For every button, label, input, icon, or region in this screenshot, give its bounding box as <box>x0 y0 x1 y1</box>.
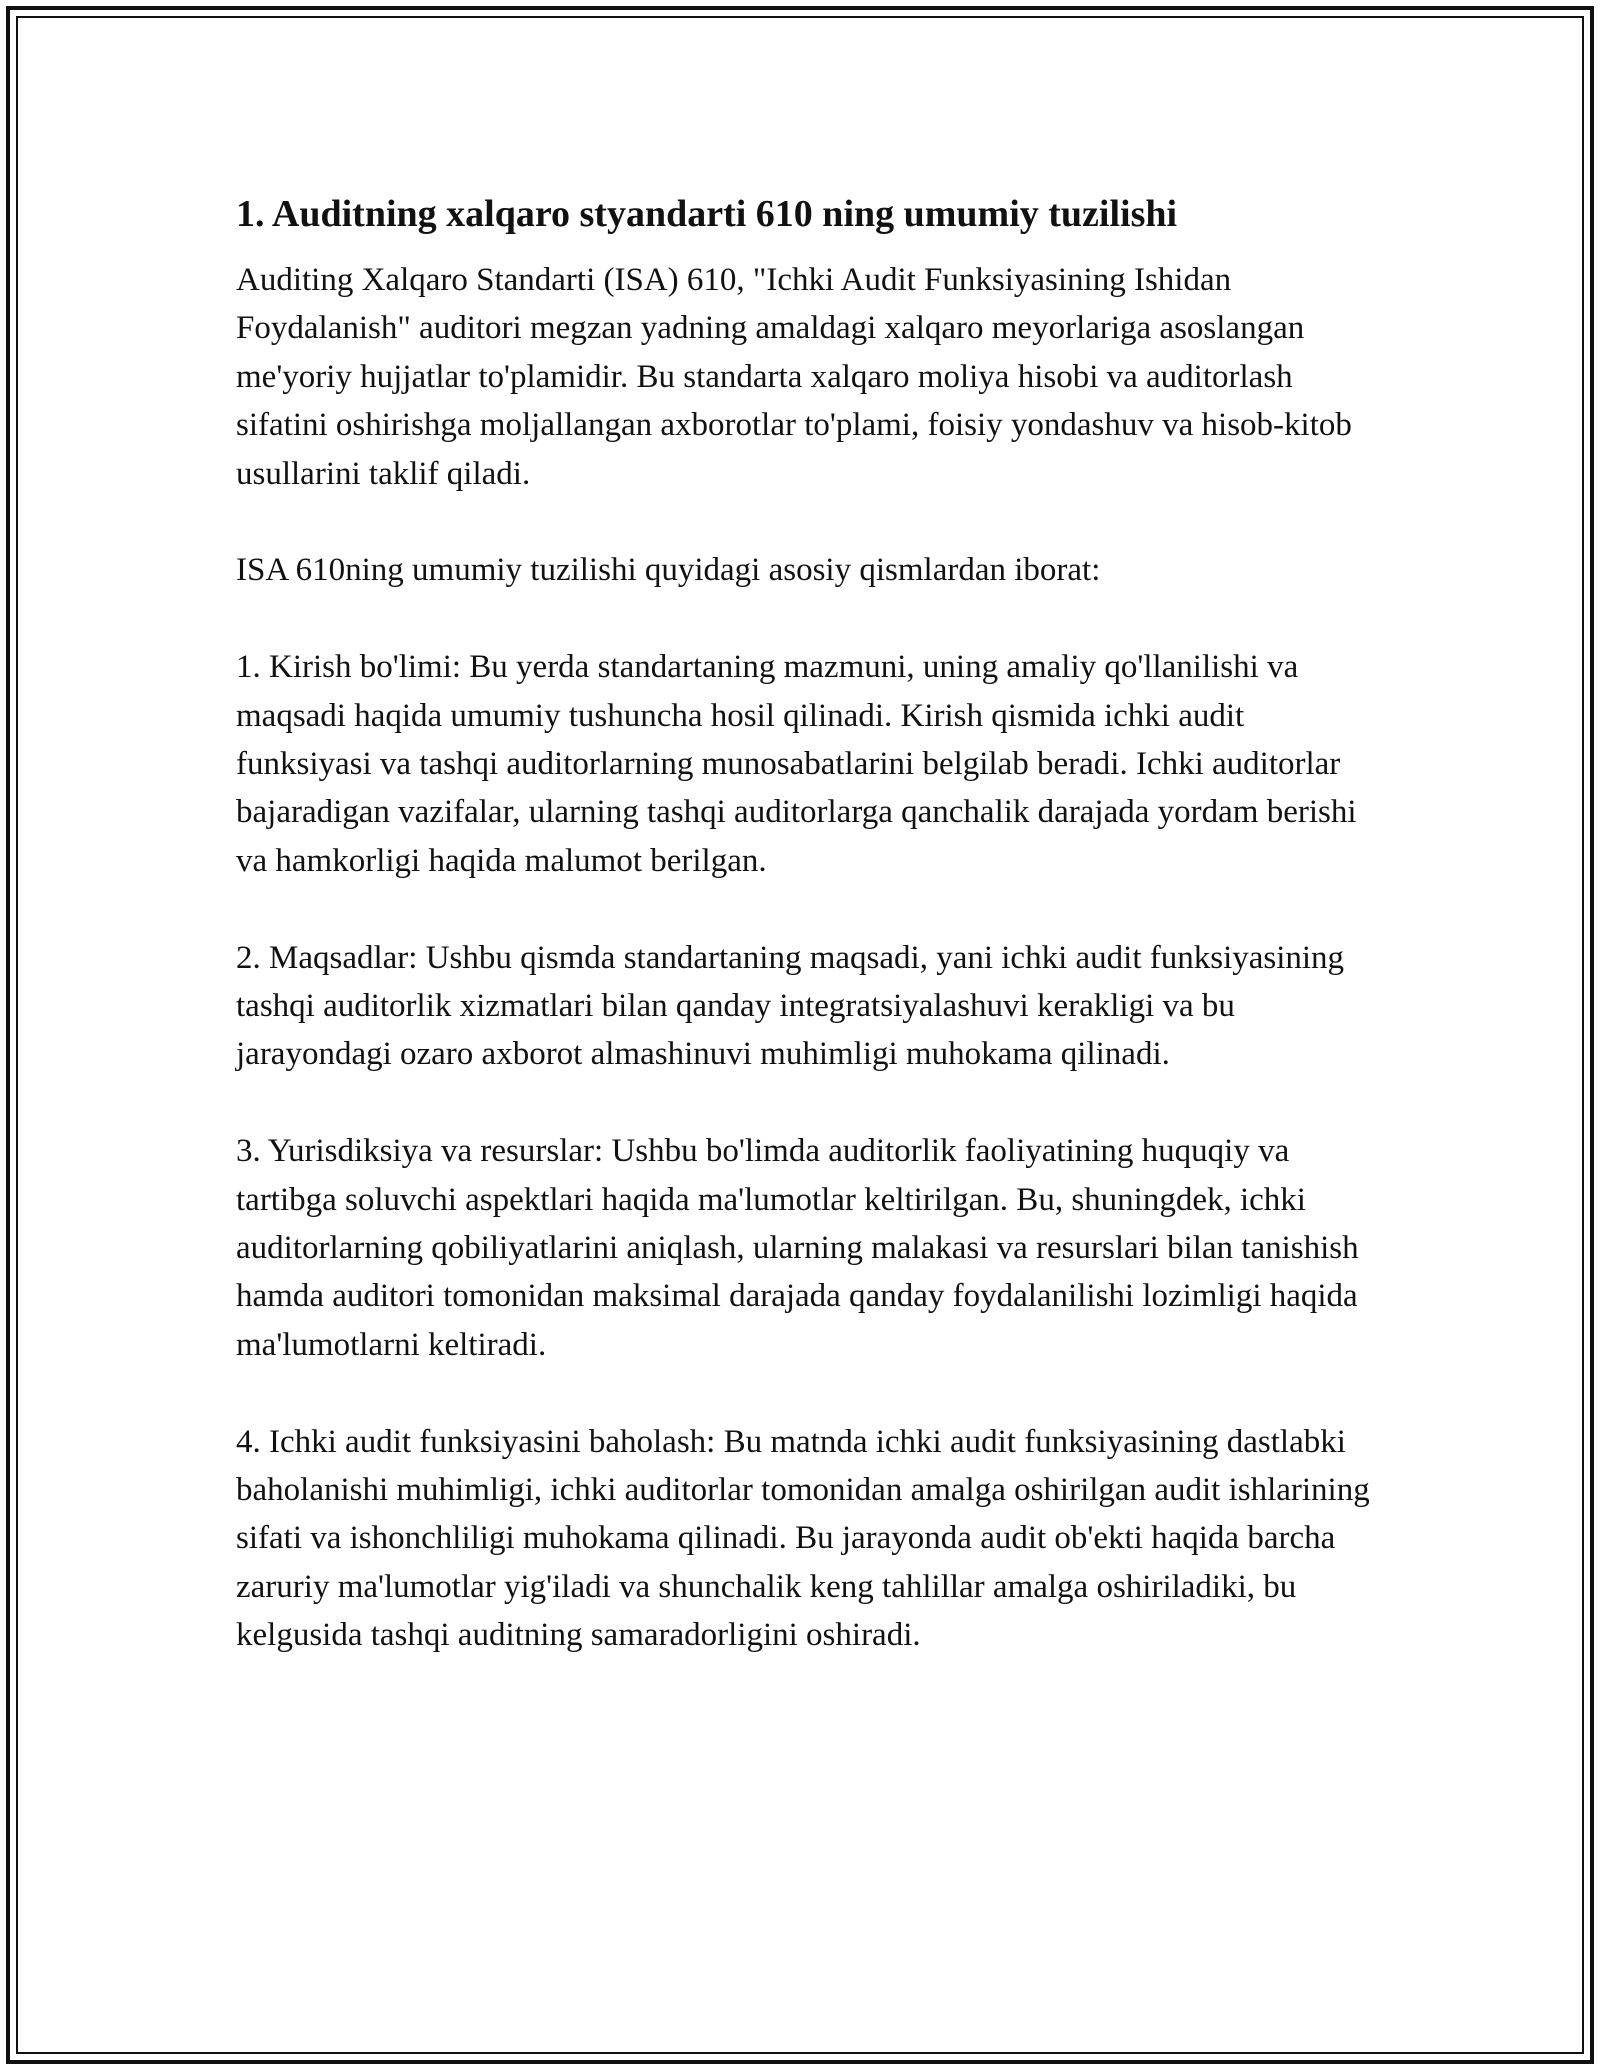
section-heading: 1. Auditning xalqaro styandarti 610 ning umumiy tuzilishi <box>236 193 1178 235</box>
paragraph-evaluation: 4. Ichki audit funksiyasini baholash: Bu matnda ichki audit funksiyasining dastlabki baholanishi muhimligi, ichki auditorlar tomonidan amalga oshirilgan audit ishlarining sifati va ishonchliligi muhokama qilinadi. Bu jarayonda audit ob'ekti haqida barcha zaruriy ma'lumotlar yig'iladi va shunchalik keng tahlillar amalga oshiriladiki, bu kelgusida tashqi auditning samaradorligini oshiradi. <box>236 1423 1370 1654</box>
document-body <box>236 186 1376 1708</box>
paragraph-intro: Auditing Xalqaro Standarti (ISA) 610, "Ichki Audit Funksiyasining Ishidan Foydalanish" auditori megzan yadning amaldagi xalqaro meyorlariga asoslangan me'yoriy hujjatlar to'plamidir. Bu standarta xalqaro moliya hisobi va auditorlash sifatini oshirishga moljallangan axborotlar to'plami, foisiy yondashuv va hisob-kitob usullarini taklif qiladi. <box>236 262 1352 492</box>
paragraph-introduction-section: 1. Kirish bo'limi: Bu yerda standartaning mazmuni, uning amaliy qo'llanilishi va maqsadi haqida umumiy tushuncha hosil qilinadi. Kirish qismida ichki audit funksiyasi va tashqi auditorlarning munosabatlarini belgilab beradi. Ichki auditorlar bajaradigan vazifalar, ularning tashqi auditorlarga qanchalik darajada yordam berishi va hamkorligi haqida malumot berilgan. <box>236 649 1357 879</box>
paragraph-jurisdiction-resources: 3. Yurisdiksiya va resurslar: Ushbu bo'limda auditorlik faoliyatining huquqiy va tartibga soluvchi aspektlari haqida ma'lumotlar keltirilgan. Bu, shuningdek, ichki auditorlarning qobiliyatlarini aniqlash, ularning malakasi va resurslari bilan tanishish hamda auditori tomonidan maksimal darajada qanday foydalanilishi lozimligi haqida ma'lumotlarni keltiradi. <box>236 1133 1359 1363</box>
paragraph-structure-lead: ISA 610ning umumiy tuzilishi quyidagi asosiy qismlardan iborat: <box>236 552 1101 589</box>
paragraph-objectives: 2. Maqsadlar: Ushbu qismda standartaning maqsadi, yani ichki audit funksiyasining tashqi auditorlik xizmatlari bilan qanday integratsiyalashuvi kerakligi va bu jarayondagi ozaro axborot almashinuvi muhimligi muhokama qilinadi. <box>236 939 1345 1073</box>
